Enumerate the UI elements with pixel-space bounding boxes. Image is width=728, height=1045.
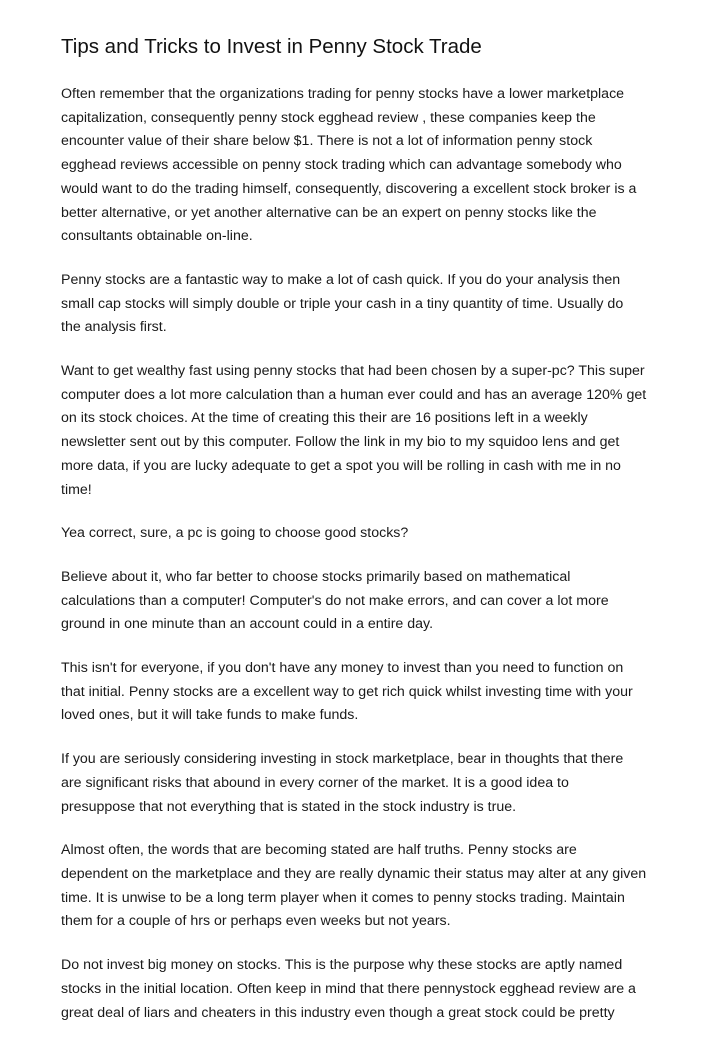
text-line: calculations than a computer! Computer's do not make errors, and can cover a lot more <box>61 592 609 609</box>
text-line: on its stock choices. At the time of creating this their are 16 positions left in a weekly <box>61 410 588 427</box>
text-line: are significant risks that abound in every corner of the market. It is a good idea to <box>61 774 569 791</box>
text-line: Yea correct, sure, a pc is going to choose good stocks? <box>61 525 409 542</box>
text-line: computer does a lot more calculation than a human ever could and has an average 120% get <box>61 386 647 403</box>
text-line: egghead reviews accessible on penny stock trading which can advantage somebody who <box>61 157 622 174</box>
text-line: Do not invest big money on stocks. This is the purpose why these stocks are aptly named <box>61 957 623 974</box>
paragraph <box>61 360 679 502</box>
text-line: them for a couple of hrs or perhaps even weeks but not years. <box>61 913 451 930</box>
text-line: Penny stocks are a fantastic way to make a lot of cash quick. If you do your analysis then <box>61 271 621 288</box>
paragraph <box>61 269 679 340</box>
text-line: loved ones, but it will take funds to make funds. <box>61 707 359 724</box>
text-line: time. It is unwise to be a long term player when it comes to penny stocks trading. Maintain <box>61 889 625 906</box>
paragraph <box>61 522 679 546</box>
text-line: would want to do the trading himself, consequently, discovering a excellent stock broker is a <box>61 180 637 197</box>
paragraph <box>61 954 679 1025</box>
text-line: capitalization, consequently penny stock egghead review , these companies keep the <box>61 109 596 126</box>
paragraph <box>61 657 679 728</box>
text-line: ground in one minute than an account could in a entire day. <box>61 616 434 633</box>
text-line: This isn't for everyone, if you don't have any money to invest than you need to function on <box>61 660 624 677</box>
text-line: Almost often, the words that are becoming stated are half truths. Penny stocks are <box>61 842 577 859</box>
text-line: stocks in the initial location. Often keep in mind that there pennystock egghead review are a <box>61 980 636 997</box>
document-title: Tips and Tricks to Invest in Penny Stock Trade <box>61 35 482 58</box>
text-line: newsletter sent out by this computer. Follow the link in my bio to my squidoo lens and get <box>61 434 620 451</box>
text-line: consultants obtainable on-line. <box>61 228 253 245</box>
paragraph <box>61 566 679 637</box>
text-line: Often remember that the organizations trading for penny stocks have a lower marketplace <box>61 86 625 102</box>
text-line: the analysis first. <box>61 319 167 336</box>
text-line: encounter value of their share below $1. There is not a lot of information penny stock <box>61 133 593 150</box>
paragraph <box>61 83 679 249</box>
paragraph <box>61 839 679 934</box>
text-line: more data, if you are lucky adequate to get a spot you will be rolling in cash with me in no <box>61 457 621 474</box>
text-line: that initial. Penny stocks are a excellent way to get rich quick whilst investing time with your <box>61 683 633 700</box>
text-line: Believe about it, who far better to choose stocks primarily based on mathematical <box>61 568 571 585</box>
text-line: small cap stocks will simply double or triple your cash in a tiny quantity of time. Usually do <box>61 295 624 312</box>
document-page <box>61 34 679 1045</box>
text-line: great deal of liars and cheaters in this industry even though a great stock could be pretty <box>61 1004 615 1021</box>
text-line: presuppose that not everything that is stated in the stock industry is true. <box>61 798 517 815</box>
text-line: time! <box>61 481 92 498</box>
text-line: Want to get wealthy fast using penny stocks that had been chosen by a super-pc? This super <box>61 363 645 380</box>
text-line: better alternative, or yet another alternative can be an expert on penny stocks like the <box>61 204 597 221</box>
paragraph <box>61 748 679 819</box>
text-line: If you are seriously considering investing in stock marketplace, bear in thoughts that there <box>61 751 624 768</box>
text-line: dependent on the marketplace and they are really dynamic their status may alter at any given <box>61 865 647 882</box>
document-body <box>61 83 679 1025</box>
